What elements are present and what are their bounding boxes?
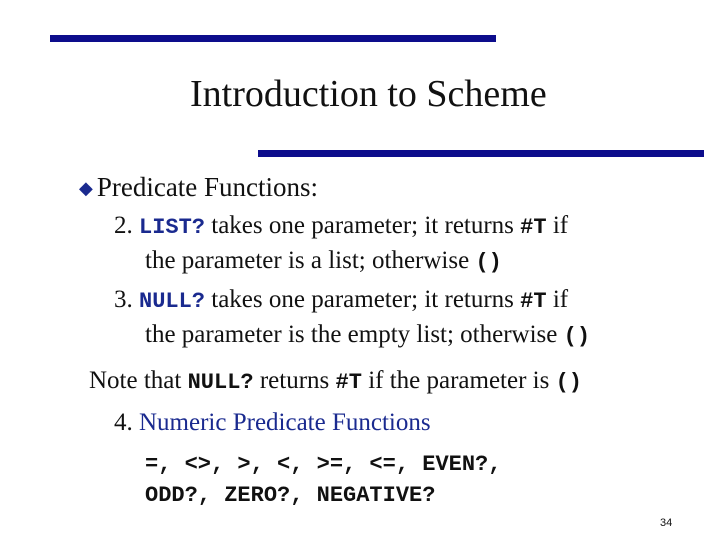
note-text: returns (253, 367, 336, 394)
item-number: 4. (114, 409, 133, 436)
note-return-false: () (555, 370, 583, 395)
numeric-predicates-line-2: ODD?, ZERO?, NEGATIVE? (145, 483, 436, 508)
list-item-continuation (145, 246, 502, 278)
diamond-bullet-icon: ◆ (79, 178, 93, 198)
note-line (89, 366, 582, 398)
item-text: the parameter is a list; otherwise (145, 247, 476, 274)
note-text: Note that (89, 367, 188, 394)
list-item (114, 211, 568, 243)
list-item-continuation (145, 320, 590, 352)
bottom-rule (258, 150, 704, 157)
item-number: 2. (114, 212, 133, 239)
numeric-predicates-line-1: =, <>, >, <, >=, <=, EVEN?, (145, 452, 502, 477)
item-keyword: NULL? (139, 289, 206, 314)
item-text: takes one parameter; it returns (205, 212, 521, 239)
slide-title: Introduction to Scheme (190, 73, 547, 115)
top-rule (50, 35, 496, 42)
item-keyword: LIST? (139, 215, 206, 240)
page-number: 34 (660, 517, 673, 529)
bullet-heading: Predicate Functions: (96, 172, 319, 202)
item-text: the parameter is the empty list; otherwise (145, 321, 564, 348)
item-number: 3. (114, 286, 133, 313)
note-text: if the parameter is (361, 367, 556, 394)
numeric-item (114, 408, 431, 438)
note-return-true: #T (335, 370, 362, 395)
note-keyword: NULL? (187, 370, 254, 395)
item-text: if (546, 286, 569, 313)
item-return-true: #T (520, 289, 547, 314)
numeric-heading: Numeric Predicate Functions (139, 409, 431, 436)
item-text: if (546, 212, 569, 239)
item-text: takes one parameter; it returns (205, 286, 521, 313)
list-item (114, 285, 568, 317)
item-return-false: () (563, 324, 591, 349)
item-return-false: () (475, 250, 502, 275)
item-return-true: #T (520, 215, 547, 240)
bullet-heading-line (79, 172, 318, 205)
